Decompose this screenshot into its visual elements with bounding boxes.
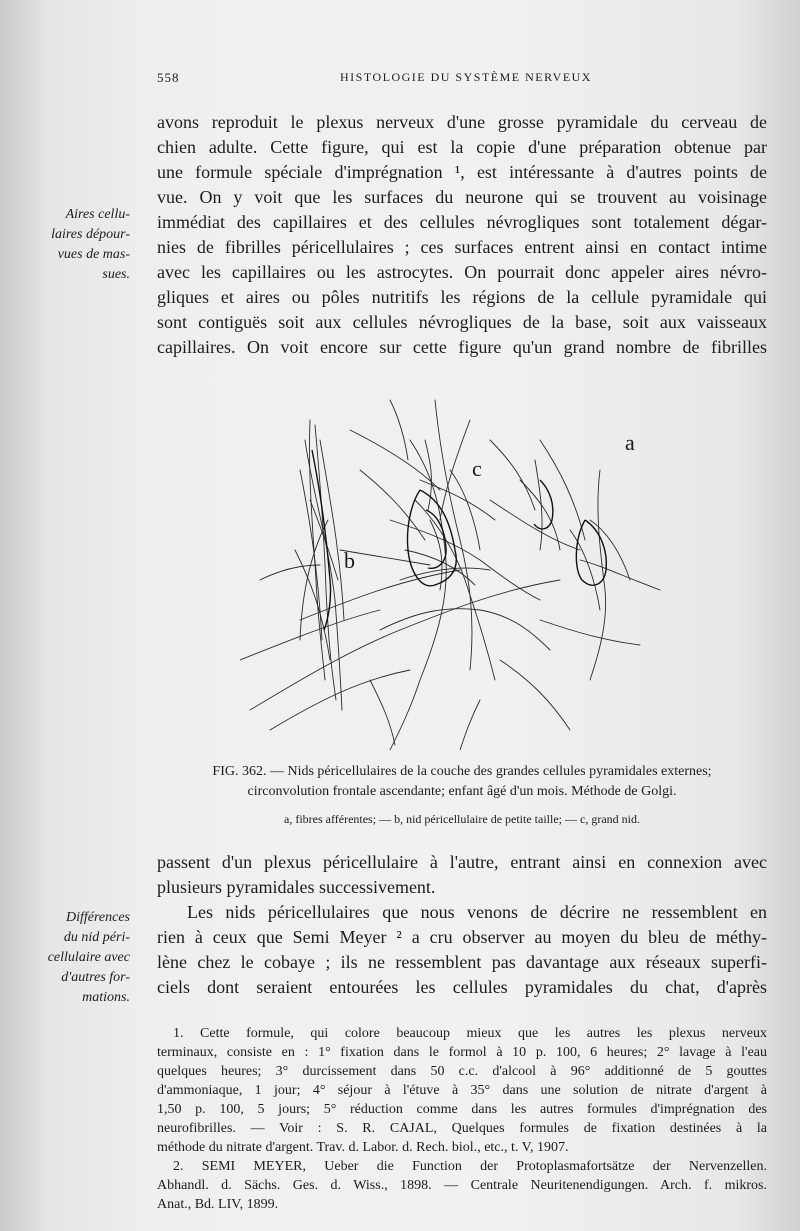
footnote-line: neurofibrilles. — Voir : S. R. CAJAL, Quelques formules de fixation destinées à la xyxy=(157,1121,767,1136)
text-line: passent d'un plexus péricellulaire à l'autre, entrant ainsi en connexion avec xyxy=(157,852,767,872)
text-line: nies de fibrilles péricellulaires ; ces surfaces entrent ainsi en contact intime xyxy=(157,237,767,257)
footnote-line: terminaux, consiste en : 1° fixation dans le formol à 10 p. 100, 6 heures; 2° lavage à l'eau xyxy=(157,1045,767,1060)
figure-362-illustration xyxy=(240,380,700,750)
figure-caption xyxy=(157,762,767,828)
margin-note-differences xyxy=(30,908,130,1008)
footnote-line: 1,50 p. 100, 5 jours; 5° réduction comme dans les autres formules d'imprégnation des xyxy=(157,1102,767,1117)
text-line: capillaires. On voit encore sur cette figure qu'un grand nombre de fibrilles xyxy=(157,337,767,357)
margin-note-line: cellulaire avec xyxy=(47,950,130,965)
margin-note-aires xyxy=(30,205,130,285)
margin-note-line: mations. xyxy=(82,990,130,1005)
margin-note-line: sues. xyxy=(102,267,130,282)
margin-note-line: d'autres for- xyxy=(61,970,130,985)
margin-note-line: Différences xyxy=(65,910,130,925)
footnote-line: 2. SEMI MEYER, Ueber die Function der Protoplasmafortsätze der Nervenzellen. xyxy=(173,1159,767,1174)
fiber-strokes xyxy=(240,400,660,750)
margin-note-line: laires dépour- xyxy=(51,227,130,242)
text-line: avec les capillaires ou les astrocytes. On pourrait donc appeler aires névro- xyxy=(157,262,767,282)
margin-note-line: Aires cellu- xyxy=(65,207,130,222)
caption-line: circonvolution frontale ascendante; enfant âgé d'un mois. Méthode de Golgi. xyxy=(247,784,677,799)
text-line: immédiat des capillaires et des cellules névrogliques sont totalement dégar- xyxy=(157,212,767,232)
footnote-line: méthode du nitrate d'argent. Trav. d. Labor. d. Rech. biol., etc., t. V, 1907. xyxy=(157,1140,569,1155)
golgi-drawing xyxy=(240,380,700,750)
text-line: lène chez le cobaye ; ils ne ressemblent pas davantage aux réseaux superfi- xyxy=(157,952,767,972)
text-line: Les nids péricellulaires que nous venons de décrire ne ressemblent en xyxy=(187,902,767,922)
text-line: vue. On y voit que les surfaces du neurone qui se trouvent au voisinage xyxy=(157,187,767,207)
footnote-line: 1. Cette formule, qui colore beaucoup mieux que les autres les plexus nerveux xyxy=(173,1026,767,1041)
margin-note-line: vues de mas- xyxy=(57,247,130,262)
figure-label-c: c xyxy=(472,456,482,481)
margin-note-line: du nid péri- xyxy=(63,930,130,945)
caption-legend: a, fibres afférentes; — b, nid péricellulaire de petite taille; — c, grand nid. xyxy=(284,812,640,826)
text-line: avons reproduit le plexus nerveux d'une grosse pyramidale du cerveau de xyxy=(157,112,767,132)
page-number: 558 xyxy=(157,70,180,85)
footnotes xyxy=(157,1024,767,1214)
running-title: HISTOLOGIE DU SYSTÈME NERVEUX xyxy=(340,70,592,84)
text-line: plusieurs pyramidales successivement. xyxy=(157,877,436,897)
footnote-line: quelques heures; 3° durcissement dans 50 c.c. d'alcool à 96° additionné de 5 gouttes xyxy=(157,1064,767,1079)
text-line: sont contiguës soit aux cellules névrogliques de la base, soit aux vaisseaux xyxy=(157,312,767,332)
figure-label-a: a xyxy=(625,430,635,455)
text-line: rien à ceux que Semi Meyer ² a cru observer au moyen du bleu de méthy- xyxy=(157,927,767,947)
paragraph-1 xyxy=(157,110,767,360)
footnote-line: d'ammoniaque, 1 jour; 4° séjour à l'étuve à 35° dans une solution de nitrate d'argent à xyxy=(157,1083,767,1098)
dense-nest-strokes xyxy=(312,450,606,630)
caption-line: FIG. 362. — Nids péricellulaires de la couche des grandes cellules pyramidales externes; xyxy=(212,764,712,779)
figure-label-b: b xyxy=(344,548,355,573)
footnote-line: Anat., Bd. LIV, 1899. xyxy=(157,1197,279,1212)
paragraph-2 xyxy=(157,850,767,1000)
text-line: ciels dont seraient entourées les cellules pyramidales du chat, d'après xyxy=(157,977,767,997)
text-line: gliques et aires ou pôles nutritifs les régions de la cellule pyramidale qui xyxy=(157,287,767,307)
text-line: une formule spéciale d'imprégnation ¹, est intéressante à d'autres points de xyxy=(157,162,767,182)
text-line: chien adulte. Cette figure, qui est la copie d'une préparation obtenue par xyxy=(157,137,767,157)
page-header xyxy=(0,70,800,90)
footnote-line: Abhandl. d. Sächs. Ges. d. Wiss., 1898. — Centrale Neuritenendigungen. Arch. f. mikros. xyxy=(157,1178,767,1193)
